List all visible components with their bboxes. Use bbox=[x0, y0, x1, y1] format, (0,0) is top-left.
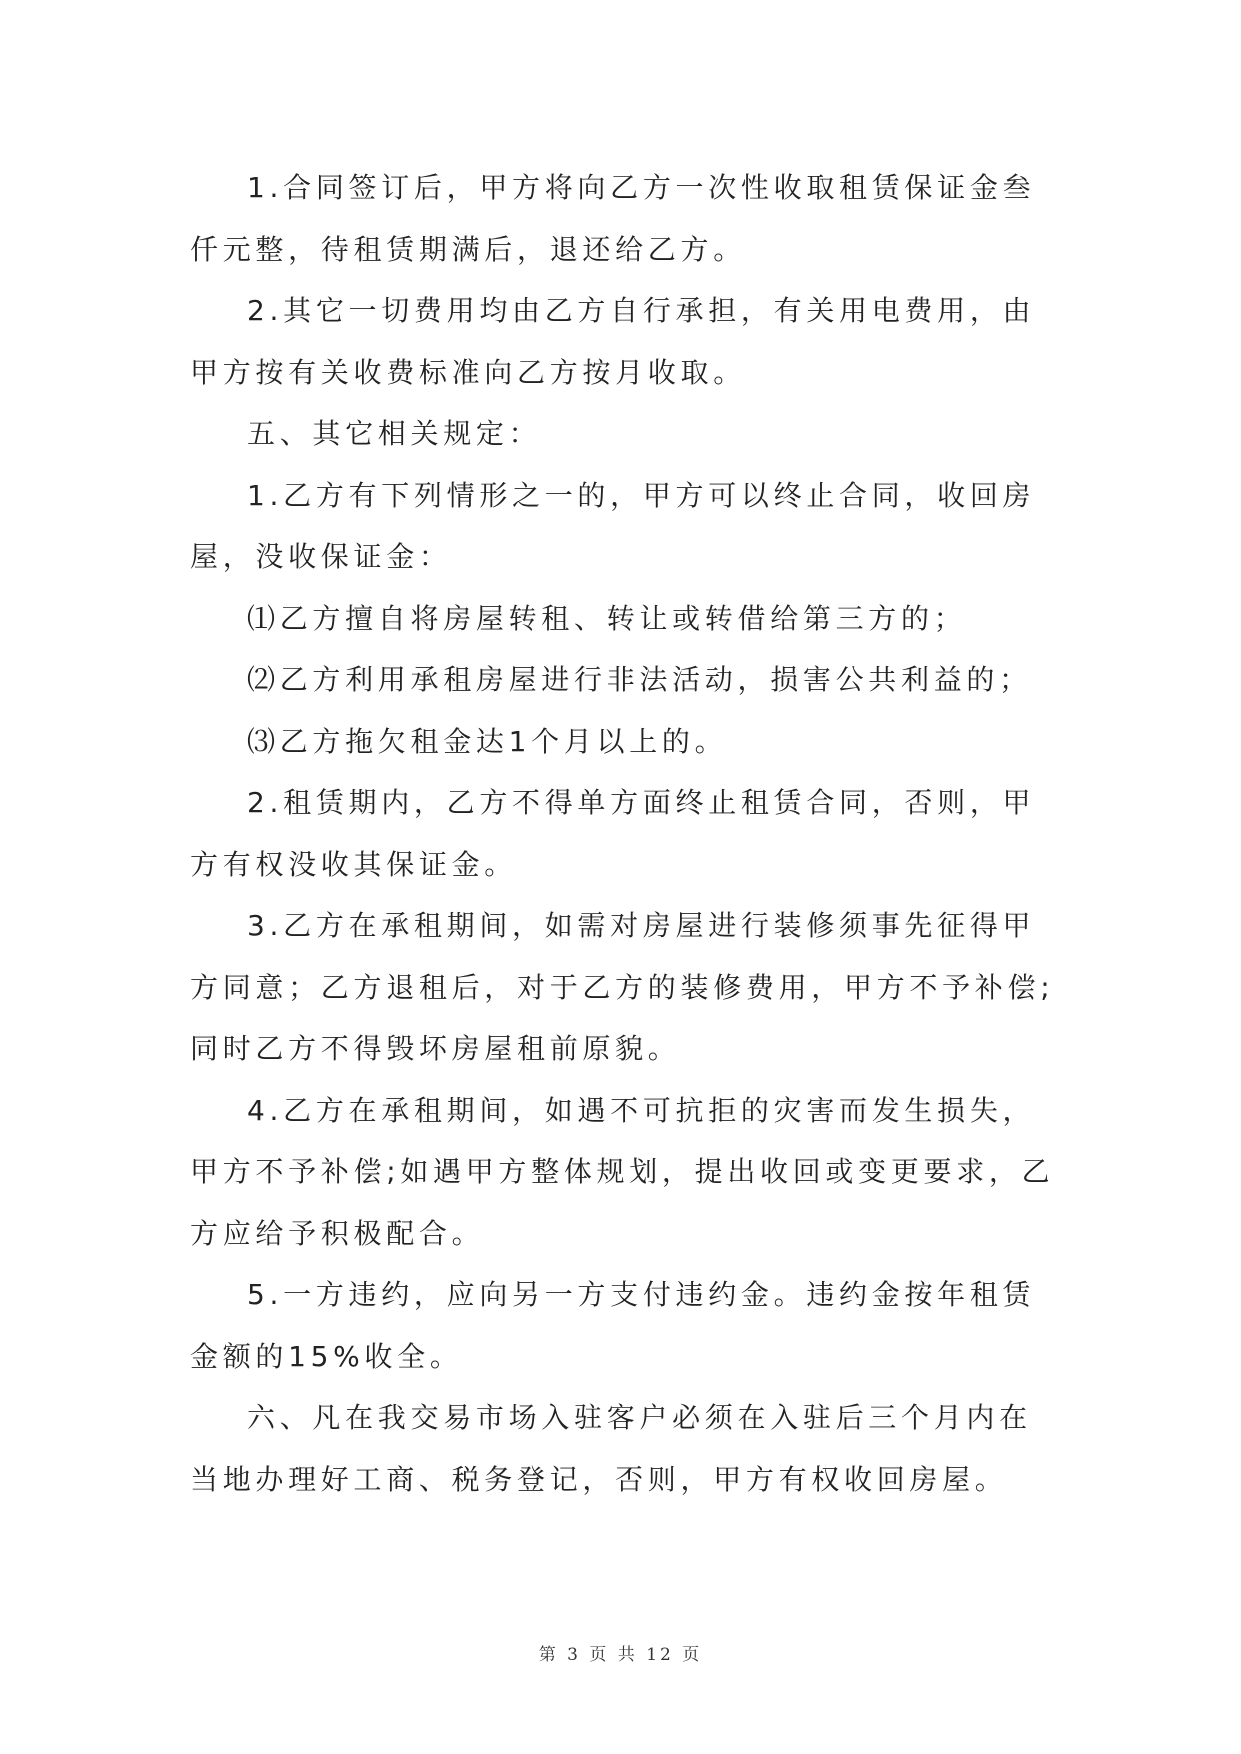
list-item-rent-arrears: ⑶乙方拖欠租金达1个月以上的。 bbox=[247, 724, 728, 758]
paragraph-unilateral-termination: 2.租赁期内，乙方不得单方面终止租赁合同，否则，甲方有权没收其保证金。 bbox=[190, 786, 1036, 881]
paragraph-fees: 2.其它一切费用均由乙方自行承担，有关用电费用，由甲方按有关收费标准向乙方按月收取。 bbox=[190, 294, 1036, 389]
paragraph-breach-penalty: 5.一方违约，应向另一方支付违约金。违约金按年租赁金额的15%收全。 bbox=[190, 1278, 1036, 1373]
list-item-illegal-activity: ⑵乙方利用承租房屋进行非法活动，损害公共利益的； bbox=[247, 663, 1032, 696]
section-heading-other-rules: 五、其它相关规定： bbox=[247, 417, 542, 450]
section-heading-registration: 六、凡在我交易市场入驻客户必须在入驻后三个月内在当地办理好工商、税务登记，否则，甲方有权收回房屋。 bbox=[190, 1401, 1032, 1496]
paragraph-deposit: 1.合同签订后，甲方将向乙方一次性收取租赁保证金叁仟元整，待租赁期满后，退还给乙方。 bbox=[190, 171, 1036, 266]
list-item-sublease: ⑴乙方擅自将房屋转租、转让或转借给第三方的； bbox=[247, 601, 967, 635]
paragraph-force-majeure: 4.乙方在承租期间，如遇不可抗拒的灾害而发生损失，甲方不予补偿;如遇甲方整体规划，提出收回或变更要求，乙方应给予积极配合。 bbox=[190, 1093, 1055, 1250]
paragraph-termination: 1.乙方有下列情形之一的，甲方可以终止合同，收回房屋，没收保证金： bbox=[190, 478, 1036, 573]
page-number-footer: 第 3 页 共 12 页 bbox=[538, 1645, 703, 1665]
document-body bbox=[190, 157, 1058, 1510]
paragraph-renovation: 3.乙方在承租期间，如需对房屋进行装修须事先征得甲方同意；乙方退租后，对于乙方的装修费用，甲方不予补偿;同时乙方不得毁坏房屋租前原貌。 bbox=[190, 909, 1055, 1065]
